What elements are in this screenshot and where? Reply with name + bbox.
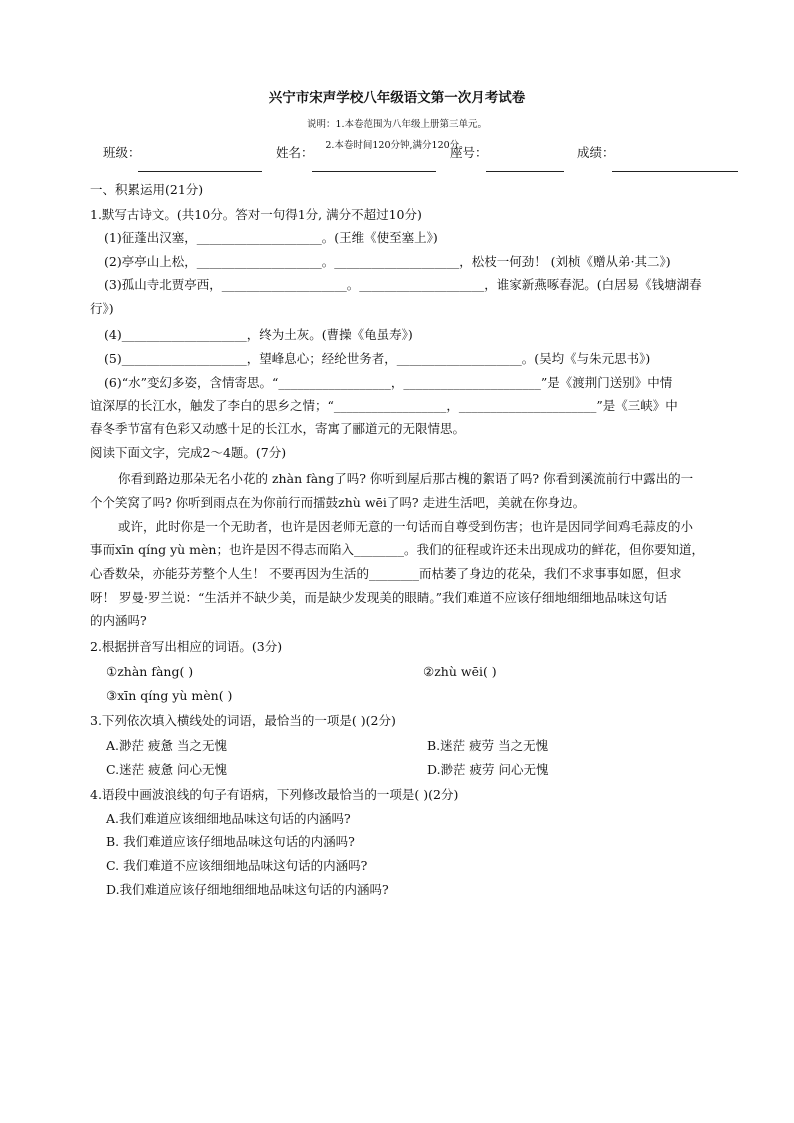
q1-item-6: (6)“水”变幻多姿，含情寄思。“__________________，______________________”是《渡荆门送别》中情 [104, 375, 673, 390]
passage-p1-line-1: 你看到路边那朵无名小花的 zhàn fàng了吗? 你听到屋后那古槐的絮语了吗? 你看到溪流前行中露出的一 [118, 471, 694, 486]
question-3-stem: 3.下列依次填入横线处的词语，最恰当的一项是( )(2分) [90, 713, 396, 728]
passage-p2-line-5: 的内涵吗? [90, 613, 147, 628]
q1-item-4: (4)____________________，终为土灰。(曹操《龟虽寿》) [104, 327, 413, 342]
q1-item-6-cont-1: 谊深厚的长江水，触发了李白的思乡之情；“__________________，______________________”是《三峡》中 [90, 398, 678, 413]
passage-p2-line-4: 呀！ 罗曼·罗兰说：“生活并不缺少美，而是缺少发现美的眼睛。”我们难道不应该仔细地细细地品味这句话 [90, 590, 667, 605]
exam-note-scope: 说明：1.本卷范围为八年级上册第三单元。 [306, 119, 488, 130]
q3-option-a: A.渺茫 疲惫 当之无愧 [106, 738, 227, 753]
q3-option-c: C.迷茫 疲惫 问心无愧 [106, 762, 228, 777]
q1-item-2: (2)亭亭山上松，____________________。____________________，松枝一何劲！ (刘桢《赠从弟·其二》) [104, 254, 671, 269]
passage-p1-line-2: 个个笑窝了吗? 你听到雨点在为你前行而擂鼓zhù wēi了吗? 走进生活吧，美就在你身边。 [90, 495, 586, 510]
class-field[interactable] [138, 157, 262, 172]
q4-option-a: A.我们难道应该细细地品味这句话的内涵吗? [106, 811, 351, 826]
question-4-stem: 4.语段中画波浪线的句子有语病，下列修改最恰当的一项是( )(2分) [90, 787, 459, 802]
question-2-stem: 2.根据拼音写出相应的词语。(3分) [90, 639, 283, 654]
q2-blank-2: ②zhù wēi( ) [423, 664, 497, 679]
student-info-row [0, 143, 794, 163]
passage-p2-line-2: 事而xīn qíng yù mèn；也许是因不得志而陷入________。我们的征程或许还未出现成功的鲜花，但你要知道， [90, 542, 704, 557]
seat-label: 座号： [450, 145, 488, 160]
reading-instruction: 阅读下面文字，完成2～4题。(7分) [90, 445, 287, 460]
name-label: 姓名： [276, 145, 314, 160]
score-field[interactable] [612, 157, 738, 172]
passage-p2-line-3: 心香数朵，亦能芬芳整个人生！ 不要再因为生活的________而枯萎了身边的花朵，我们不求事事如愿，但求 [90, 566, 682, 581]
q3-option-d: D.渺茫 疲劳 问心无愧 [427, 762, 549, 777]
score-label: 成绩： [577, 145, 615, 160]
q4-option-c: C. 我们难道不应该细细地品味这句话的内涵吗? [106, 858, 368, 873]
q1-item-6-cont-2: 春冬季节富有色彩又动感十足的长江水，寄寓了郦道元的无限情思。 [90, 421, 466, 436]
section-heading: 一、积累运用(21分) [90, 182, 204, 197]
q4-option-d: D.我们难道应该仔细地细细地品味这句话的内涵吗? [106, 882, 389, 897]
q2-blank-1: ①zhàn fàng( ) [106, 664, 194, 679]
exam-title: 兴宁市宋声学校八年级语文第一次月考试卷 [268, 90, 526, 106]
name-field[interactable] [312, 157, 436, 172]
q2-blank-3: ③xīn qíng yù mèn( ) [106, 688, 233, 703]
seat-field[interactable] [486, 157, 564, 172]
passage-p2-line-1: 或许，此时你是一个无助者，也许是因老师无意的一句话而自尊受到伤害；也许是因同学间鸡毛蒜皮的小 [118, 519, 694, 534]
question-1-stem: 1.默写古诗文。(共10分。答对一句得1分, 满分不超过10分) [90, 207, 422, 222]
exam-note-time: 2.本卷时间120分钟,满分120分。 [325, 140, 469, 151]
q4-option-b: B. 我们难道应该仔细地品味这句话的内涵吗? [106, 834, 355, 849]
q3-option-b: B.迷茫 疲劳 当之无愧 [427, 738, 549, 753]
q1-item-5: (5)____________________，望峰息心；经纶世务者，____________________。(吴均《与朱元思书》) [104, 351, 651, 366]
q1-item-1: (1)征蓬出汉塞，____________________。(王维《使至塞上》) [104, 230, 438, 245]
class-label: 班级： [103, 145, 141, 160]
q1-item-3-cont: 行》) [90, 301, 114, 316]
q1-item-3: (3)孤山寺北贾亭西，____________________。____________________，谁家新燕啄春泥。(白居易《钱塘湖春 [104, 277, 702, 292]
